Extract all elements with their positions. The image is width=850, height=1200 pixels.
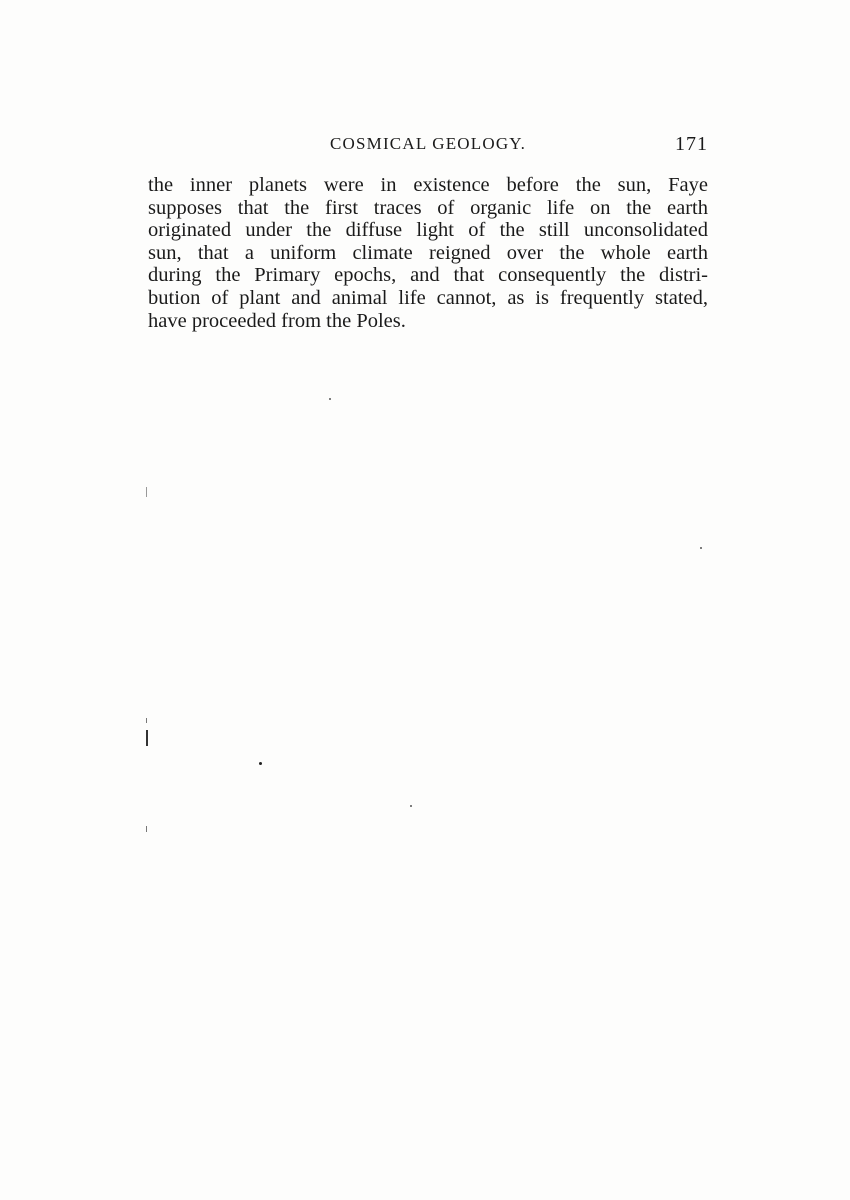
text-line: the inner planets were in existence before the sun, Faye: [148, 174, 708, 196]
text-line: have proceeded from the Poles.: [148, 309, 406, 332]
text-line: supposes that the first traces of organic life on the earth: [148, 196, 708, 219]
scan-speck: [700, 547, 702, 549]
running-title: COSMICAL GEOLOGY.: [329, 134, 527, 153]
scan-speck: [410, 805, 412, 807]
scan-margin-mark: [146, 487, 147, 497]
text-line: during the Primary epochs, and that consequently the distri-: [148, 264, 708, 287]
text-line: originated under the diffuse light of the still unconsolidated: [148, 219, 708, 242]
scan-speck: [329, 398, 331, 400]
scan-speck: [259, 762, 262, 765]
scan-margin-mark: [146, 826, 147, 832]
text-line: bution of plant and animal life cannot, as is frequently stated,: [148, 286, 708, 309]
page-number: 171: [675, 133, 708, 155]
text-line: sun, that a uniform climate reigned over the whole earth: [148, 241, 708, 264]
running-head: [148, 130, 708, 158]
scan-margin-mark: [146, 718, 147, 723]
body-paragraph: [148, 174, 708, 332]
scan-margin-mark: [146, 730, 148, 746]
